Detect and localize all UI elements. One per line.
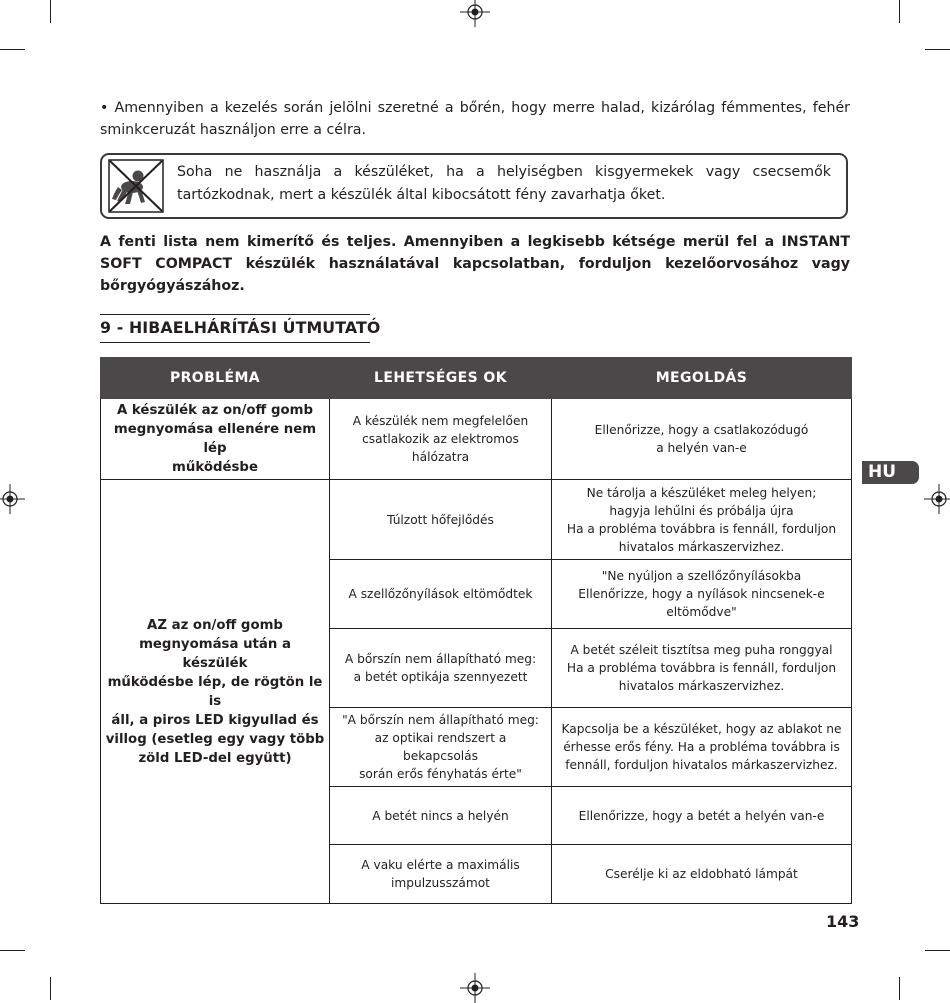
registration-mark-right-icon (924, 484, 950, 514)
warning-box (100, 153, 848, 219)
crop-mark-bottom-left-v (50, 977, 51, 1000)
solution-cell: Cserélje ki az eldobható lámpát (552, 845, 852, 904)
cause-cell: A betét nincs a helyén (330, 787, 552, 845)
crop-mark-bottom-right-h (925, 950, 950, 951)
warning-text: Soha ne használja a készüléket, ha a helyiségben kisgyermekek vagy csecsemők tartózkodnak, mert a készülék által kibocsátott fény zavarhatja őket. (177, 164, 831, 203)
solution-cell: A betét széleit tisztítsa meg puha ronggyal Ha a probléma továbbra is fennáll, forduljon hivatalos márkaszervizhez. (552, 629, 852, 708)
solution-cell: Ne tárolja a készüléket meleg helyen; hagyja lehűlni és próbálja újra Ha a probléma továbbra is fennáll, forduljon hivatalos márkaszervizhez. (552, 480, 852, 560)
problem-cell: A készülék az on/off gomb megnyomása ellenére nem lép működésbe (101, 399, 330, 480)
registration-mark-left-icon (0, 484, 25, 514)
registration-mark-top-icon (460, 0, 490, 27)
crop-mark-bottom-left-h (0, 950, 25, 951)
cause-cell: "A bőrszín nem állapítható meg: az optikai rendszert a bekapcsolás során erős fényhatás érte" (330, 708, 552, 787)
problem-cell: AZ az on/off gomb megnyomása után a készülék működésbe lép, de rögtön le is áll, a piros LED kigyullad és villog (esetleg egy vagy több zöld LED-del együtt) (101, 480, 330, 904)
page-number: 143 (826, 912, 860, 931)
section-title: 9 - HIBAELHÁRÍTÁSI ÚTMUTATÓ (100, 314, 370, 343)
table-row (101, 399, 852, 480)
solution-cell: Ellenőrizze, hogy a betét a helyén van-e (552, 787, 852, 845)
notice-bold: A fenti lista nem kimerítő és teljes. Amennyiben a legkisebb kétsége merül fel a INSTANT SOFT COMPACT készülék használatával kapcsolatban, forduljon kezelőorvosához vagy bőrgyógyászához. (100, 234, 850, 294)
crop-mark-top-left-v (50, 0, 51, 23)
crop-mark-top-left-h (0, 49, 25, 50)
solution-cell: Kapcsolja be a készüléket, hogy az ablakot ne érhesse erős fény. Ha a probléma továbbra is fennáll, forduljon hivatalos márkaszervizhez. (552, 708, 852, 787)
troubleshooting-table (100, 357, 852, 904)
table-header-row (101, 358, 852, 399)
table-row (101, 480, 852, 560)
cause-cell: A készülék nem megfelelően csatlakozik az elektromos hálózatra (330, 399, 552, 480)
cause-cell: A vaku elérte a maximális impulzusszámot (330, 845, 552, 904)
solution-cell: Ellenőrizze, hogy a csatlakozódugó a helyén van-e (552, 399, 852, 480)
registration-mark-bottom-icon (460, 973, 490, 1003)
cause-cell: A bőrszín nem állapítható meg: a betét optikája szennyezett (330, 629, 552, 708)
header-solution: MEGOLDÁS (552, 358, 852, 399)
header-problem: PROBLÉMA (101, 358, 330, 399)
crop-mark-bottom-right-v (899, 977, 900, 1000)
no-baby-crawling-icon (108, 159, 164, 213)
cause-cell: Túlzott hőfejlődés (330, 480, 552, 560)
language-tab: HU (862, 461, 919, 484)
header-cause: LEHETSÉGES OK (330, 358, 552, 399)
crop-mark-top-right-h (925, 49, 950, 50)
solution-cell: "Ne nyúljon a szellőzőnyílásokba Ellenőrizze, hogy a nyílások nincsenek-e eltömődve" (552, 560, 852, 629)
intro-bullet: • Amennyiben a kezelés során jelölni szeretné a bőrén, hogy merre halad, kizárólag fémmentes, fehér sminkceruzát használjon erre a célra. (100, 100, 850, 138)
cause-cell: A szellőzőnyílások eltömődtek (330, 560, 552, 629)
crop-mark-top-right-v (899, 0, 900, 23)
